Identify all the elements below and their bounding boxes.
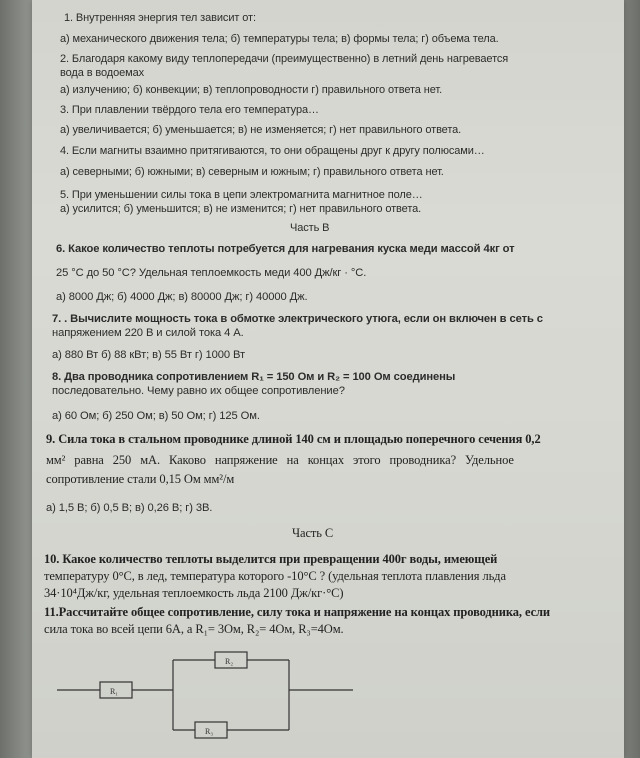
- answers-5: а) усилится; б) уменьшится; в) не изменится; г) нет правильного ответа.: [60, 203, 422, 215]
- answers-8: а) 60 Ом; б) 250 Ом; в) 50 Ом; г) 125 Ом.: [52, 410, 260, 422]
- question-11-cont: сила тока во всей цепи 6А, а R₁= 3Ом, R₂= 4Ом, R₃=4Ом.: [44, 622, 344, 636]
- question-10-cont2: 34·10⁴Дж/кг, удельная теплоемкость льда 2100 Дж/кг·°С): [44, 586, 344, 600]
- question-9-cont: мм² равна 250 мА. Каково напряжение на концах этого проводника? Удельное: [46, 453, 514, 467]
- question-10: 10. Какое количество теплоты выделится при превращении 400г воды, имеющей: [44, 552, 498, 566]
- question-5: 5. При уменьшении силы тока в цепи электромагнита магнитное поле…: [60, 189, 423, 201]
- question-8: 8. Два проводника сопротивлением R₁ = 150 Ом и R₂ = 100 Ом соединены: [52, 371, 456, 383]
- answers-9: а) 1,5 В; б) 0,5 В; в) 0,26 В; г) 3В.: [46, 502, 213, 514]
- circuit-diagram: [55, 640, 355, 750]
- question-6-cont: 25 °С до 50 °С? Удельная теплоемкость меди 400 Дж/кг · °С.: [56, 267, 367, 279]
- question-9: 9. Сила тока в стальном проводнике длиной 140 см и площадью поперечного сечения 0,2: [46, 432, 541, 446]
- question-1: 1. Внутренняя энергия тел зависит от:: [64, 12, 256, 24]
- label-r2: R₂: [225, 657, 234, 666]
- label-r1: R₁: [110, 687, 119, 696]
- question-9-cont2: сопротивление стали 0,15 Ом мм²/м: [46, 472, 235, 486]
- answers-4: а) северными; б) южными; в) северным и южным; г) правильного ответа нет.: [60, 166, 444, 178]
- part-b-heading: Часть В: [290, 222, 330, 234]
- question-2: 2. Благодаря какому виду теплопередачи (преимущественно) в летний день нагревается: [60, 53, 509, 65]
- question-7-cont: напряжением 220 В и силой тока 4 А.: [52, 327, 244, 339]
- answers-1: а) механического движения тела; б) температуры тела; в) формы тела; г) объема тела.: [60, 33, 499, 45]
- answers-3: а) увеличивается; б) уменьшается; в) не изменяется; г) нет правильного ответа.: [60, 124, 462, 136]
- question-4: 4. Если магниты взаимно притягиваются, то они обращены друг к другу полюсами…: [60, 145, 485, 157]
- answers-2: а) излучению; б) конвекции; в) теплопроводности г) правильного ответа нет.: [60, 84, 443, 96]
- label-r3: R₃: [205, 727, 214, 736]
- question-6: 6. Какое количество теплоты потребуется для нагревания куска меди массой 4кг от: [56, 243, 515, 255]
- question-2-cont: вода в водоемах: [60, 67, 145, 79]
- part-c-heading: Часть С: [292, 526, 334, 540]
- question-8-cont: последовательно. Чему равно их общее сопротивление?: [52, 385, 345, 397]
- question-11: 11.Рассчитайте общее сопротивление, силу тока и напряжение на концах проводника, если: [44, 605, 551, 619]
- question-3: 3. При плавлении твёрдого тела его температура…: [60, 104, 319, 116]
- question-10-cont: температуру 0°С, в лед, температура которого -10°С ? (удельная теплота плавления льда: [44, 569, 506, 583]
- question-7: 7. . Вычислите мощность тока в обмотке электрического утюга, если он включен в сеть с: [52, 313, 543, 325]
- answers-7: а) 880 Вт б) 88 кВт; в) 55 Вт г) 1000 Вт: [52, 349, 246, 361]
- answers-6: а) 8000 Дж; б) 4000 Дж; в) 80000 Дж; г) 40000 Дж.: [56, 291, 308, 303]
